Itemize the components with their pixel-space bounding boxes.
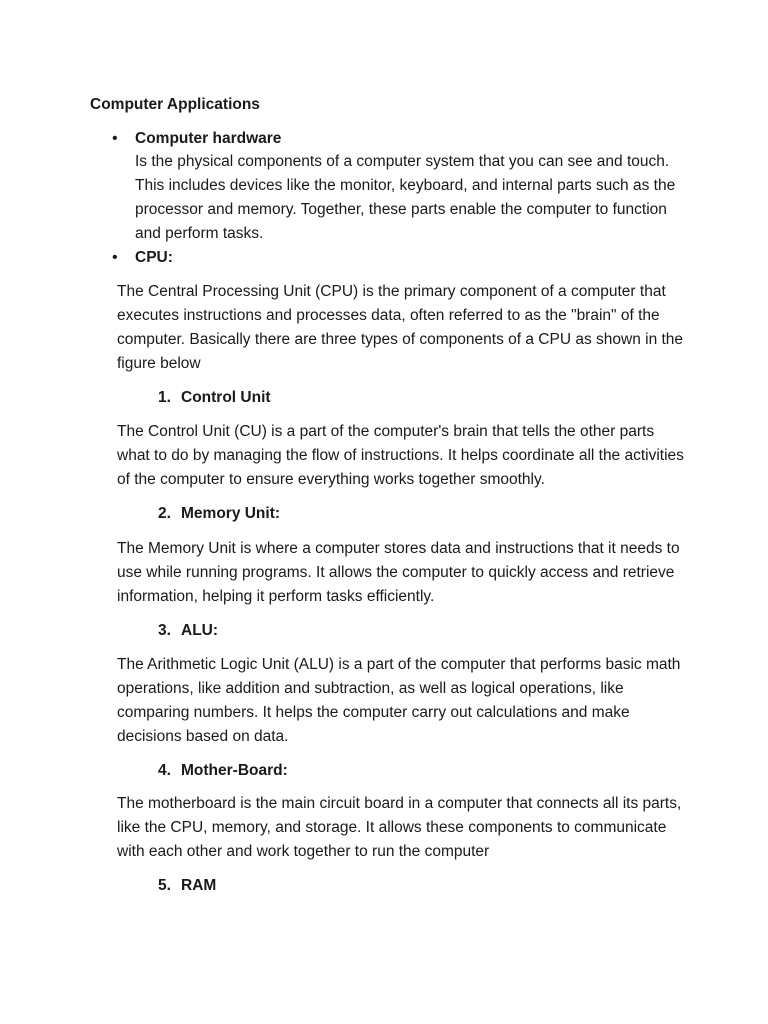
bullet-marker: • [112,130,118,147]
section-heading-alu [158,619,218,643]
section-heading-text: Mother-Board: [181,762,288,779]
section-body-memory-unit: The Memory Unit is where a computer stores data and instructions that it needs to use while running programs. It allows the computer to quickly access and retrieve information, helping it perform tasks efficiently. [117,540,680,605]
cpu-intro-paragraph: The Central Processing Unit (CPU) is the primary component of a computer that executes instructions and processes data, often referred to as the "brain" of the computer. Basically there are three types of components of a CPU as shown in the figure below [117,283,684,372]
bullet-heading-cpu: CPU: [135,249,173,266]
section-body-mother-board: The motherboard is the main circuit board in a computer that connects all its parts, like the CPU, memory, and storage. It allows these components to communicate with each other and work together to run the computer [117,795,682,860]
section-number: 3. [158,622,171,639]
section-heading-text: Memory Unit: [181,505,281,522]
section-heading-control-unit [158,386,271,410]
section-body-alu: The Arithmetic Logic Unit (ALU) is a part of the computer that performs basic math operations, like addition and subtraction, as well as logical operations, like comparing numbers. It helps the computer carry out calculations and make decisions based on data. [117,656,681,745]
section-number: 4. [158,762,171,779]
section-heading-mother-board [158,759,288,783]
bullet-marker: • [112,249,118,266]
section-heading-ram [158,874,216,898]
bullet-body-computer-hardware: Is the physical components of a computer system that you can see and touch. This includes devices like the monitor, keyboard, and internal parts such as the processor and memory. Together, these parts enable the computer to function and perform tasks. [135,153,676,242]
section-number: 2. [158,505,171,522]
section-heading-text: RAM [181,877,217,894]
bullet-heading-computer-hardware: Computer hardware [135,130,282,147]
section-heading-text: Control Unit [181,389,271,406]
section-body-control-unit: The Control Unit (CU) is a part of the computer's brain that tells the other parts what to do by managing the flow of instructions. It helps coordinate all the activities of the computer to ensure everything works together smoothly. [117,423,684,488]
document-title: Computer Applications [90,96,260,113]
section-heading-memory-unit [158,502,280,526]
section-number: 5. [158,877,171,894]
section-number: 1. [158,389,171,406]
section-heading-text: ALU: [181,622,219,639]
